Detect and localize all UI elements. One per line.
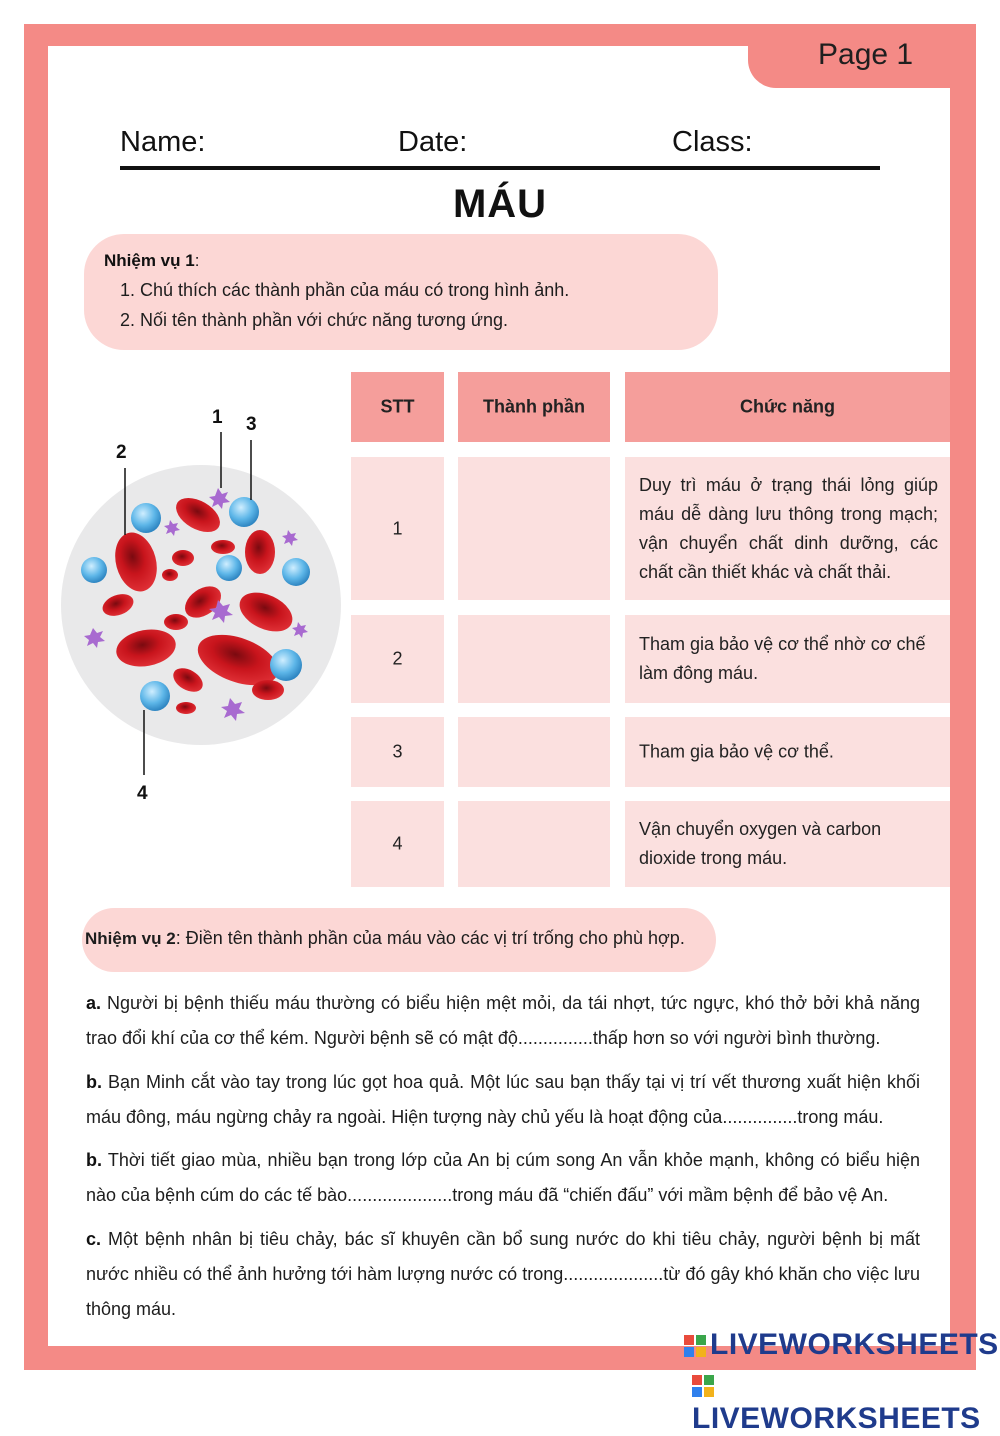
- row-1-function-text: Duy trì máu ở trạng thái lỏng giúp máu dễ dàng lưu thông trong mạch; vận chuyển chất dinh dưỡng, các chất cần thiết khác và chất thải.: [639, 474, 938, 582]
- row-1-stt-text: 1: [392, 518, 403, 538]
- white-blood-cell: [270, 649, 302, 681]
- question-c-letter: c.: [86, 1229, 102, 1249]
- table-header-stt: [351, 372, 444, 442]
- page-label: Page 1: [818, 38, 914, 71]
- row-4-function-text: Vận chuyển oxygen và carbon dioxide trong máu.: [639, 819, 882, 868]
- header-rule: [120, 166, 880, 170]
- question-b2-text: Thời tiết giao mùa, nhiều bạn trong lớp của An bị cúm song An vẫn khỏe mạnh, không có biểu hiện nào của bệnh cúm do các tế bào.....................trong máu đã “chiến đấu” với mầm bệnh để bảo vệ An.: [86, 1150, 920, 1205]
- question-b2-letter: b.: [86, 1150, 102, 1170]
- task2-label: Nhiệm vụ 2: [85, 929, 176, 948]
- table-row-4-component-blank[interactable]: [458, 801, 610, 887]
- question-a-letter: a.: [86, 993, 102, 1013]
- red-blood-cell: [211, 540, 235, 554]
- table-row-2-component-blank[interactable]: [458, 615, 610, 703]
- table-row-2-stt: [351, 615, 444, 703]
- task2-text: : Điền tên thành phần của máu vào các vị trí trống cho phù hợp.: [175, 928, 685, 948]
- blood-cells-figure: [58, 400, 348, 820]
- row-2-function-text: Tham gia bảo vệ cơ thể nhờ cơ chế làm đông máu.: [639, 634, 926, 683]
- red-blood-cell: [245, 530, 275, 574]
- page-title: MÁU: [452, 182, 548, 226]
- table-row-1-component-blank[interactable]: [458, 457, 610, 600]
- table-header-function: [625, 372, 950, 442]
- table-row-1-stt: [351, 457, 444, 600]
- white-blood-cell: [216, 555, 242, 581]
- question-b1: [86, 1065, 920, 1135]
- question-a-text: Người bị bệnh thiếu máu thường có biểu hiện mệt mỏi, da tái nhợt, tức ngực, khó thở bởi khả năng trao đổi khí của cơ thể kém. Người bệnh sẽ có mật độ...............thấp hơn so với người bình thường.: [86, 993, 920, 1048]
- task1-label: Nhiệm vụ 1: [104, 251, 195, 270]
- red-blood-cell: [164, 614, 188, 630]
- table-row-4-stt: [351, 801, 444, 887]
- watermark-2-text: LIVEWORKSHEETS: [692, 1402, 981, 1435]
- name-label: Name:: [120, 126, 206, 158]
- white-blood-cell: [131, 503, 161, 533]
- task1-colon: :: [194, 251, 200, 270]
- question-b1-letter: b.: [86, 1072, 102, 1092]
- question-c-text: Một bệnh nhân bị tiêu chảy, bác sĩ khuyên cần bổ sung nước do khi tiêu chảy, người bệnh bị mất nước nhiều có thể ảnh hưởng tới hàm lượng nước có trong....................từ đó gây khó khăn cho việc lưu thông máu.: [86, 1229, 920, 1319]
- task1-item-1: 1. Chú thích các thành phần của máu có trong hình ảnh.: [120, 280, 570, 300]
- table-row-3-component-blank[interactable]: [458, 717, 610, 787]
- table-row-1-function: [625, 457, 950, 600]
- header-component-text: Thành phần: [483, 396, 585, 417]
- watermark-1: [684, 1328, 999, 1362]
- question-b1-text: Bạn Minh cắt vào tay trong lúc gọt hoa quả. Một lúc sau bạn thấy tại vị trí vết thương xuất hiện khối máu đông, máu ngừng chảy ra ngoài. Hiện tượng này chủ yếu là hoạt động của...............trong máu.: [86, 1072, 920, 1127]
- callout-2: 2: [116, 442, 127, 463]
- question-c: [86, 1222, 920, 1327]
- question-a: [86, 986, 920, 1056]
- red-blood-cell: [252, 680, 284, 700]
- table-row-3-function: [625, 717, 950, 787]
- task1-item-2: 2. Nối tên thành phần với chức năng tương ứng.: [120, 310, 508, 330]
- callout-3: 3: [246, 414, 257, 435]
- liveworksheets-logo-icon: [692, 1375, 714, 1397]
- header-stt-text: STT: [380, 396, 415, 417]
- red-blood-cell: [172, 550, 194, 566]
- row-3-stt-text: 3: [392, 741, 403, 762]
- table-row-2-function: [625, 615, 950, 703]
- table-header-component: [458, 372, 610, 442]
- white-blood-cell: [140, 681, 170, 711]
- class-label: Class:: [672, 126, 753, 158]
- red-blood-cell: [162, 569, 178, 581]
- table-row-3-stt: [351, 717, 444, 787]
- row-3-function-text: Tham gia bảo vệ cơ thể.: [639, 741, 834, 762]
- question-b2: [86, 1143, 920, 1213]
- watermark-1-text: LIVEWORKSHEETS: [710, 1328, 999, 1361]
- white-blood-cell: [81, 557, 107, 583]
- header-function-text: Chức năng: [739, 396, 836, 417]
- red-blood-cell: [176, 702, 196, 714]
- white-blood-cell: [282, 558, 310, 586]
- row-2-stt-text: 2: [392, 648, 403, 669]
- white-blood-cell: [229, 497, 259, 527]
- watermark-2: [692, 1368, 1000, 1436]
- date-label: Date:: [398, 126, 468, 158]
- liveworksheets-logo-icon: [684, 1335, 706, 1357]
- row-4-stt-text: 4: [392, 833, 403, 854]
- table-row-4-function: [625, 801, 950, 887]
- blood-cells-illustration: [58, 400, 348, 820]
- task2-box: [82, 908, 716, 972]
- callout-4: 4: [137, 783, 148, 804]
- task1-box: [84, 234, 718, 350]
- callout-1: 1: [212, 407, 223, 428]
